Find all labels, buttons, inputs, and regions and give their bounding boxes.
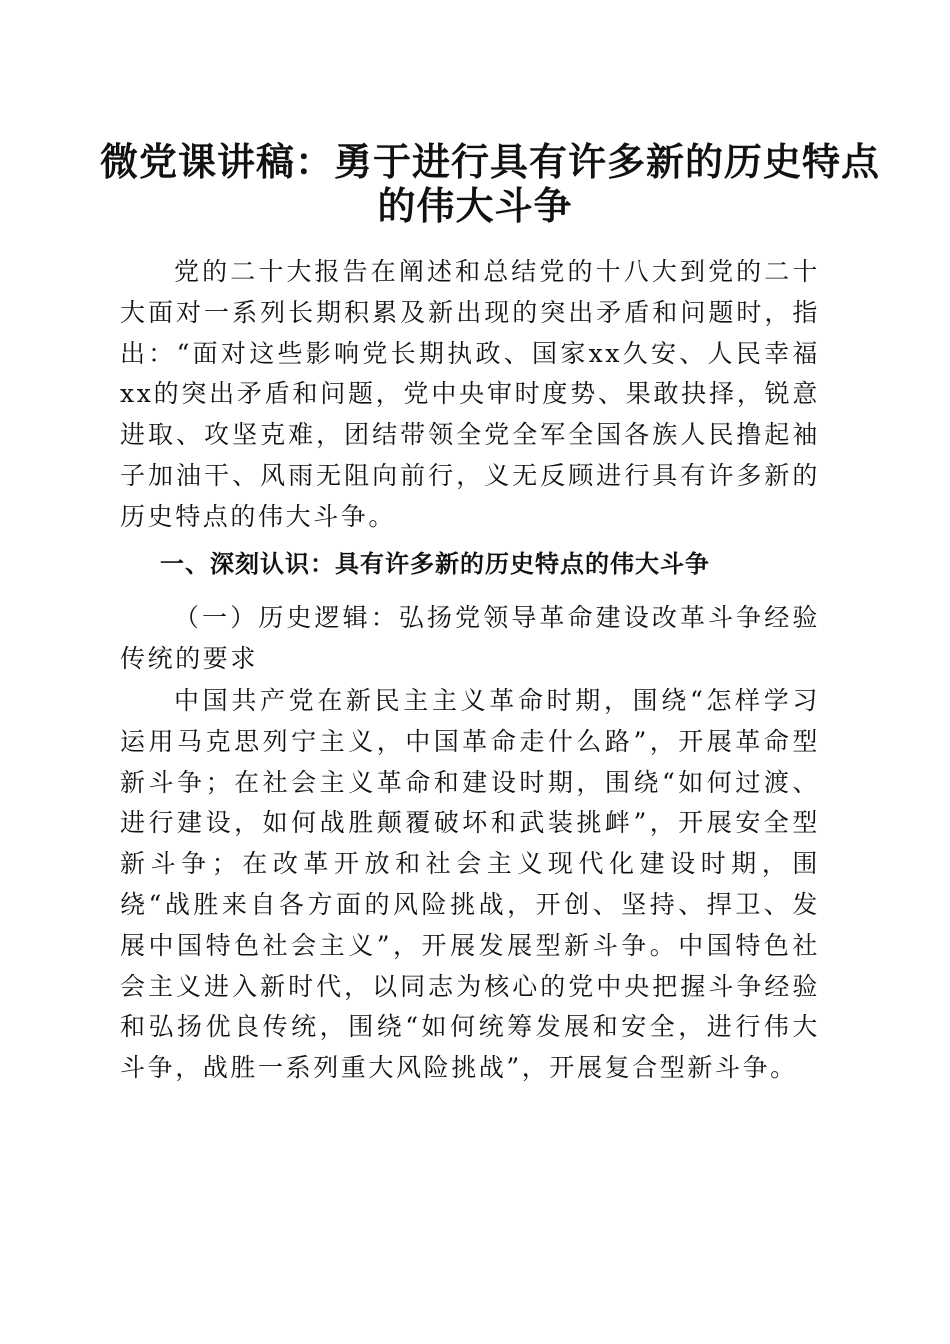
document-title-line-1: 微党课讲稿：勇于进行具有许多新的历史特点 <box>100 139 881 184</box>
intro-paragraph: 党的二十大报告在阐述和总结党的十八大到党的二十大面对一系列长期积累及新出现的突出矛盾和问题时，指出：“面对这些影响党长期执政、国家xx久安、人民幸福xx的突出矛盾和问题，党中央审时度势、果敢抉择，锐意进取、攻坚克难，团结带领全党全军全国各族人民撸起袖子加油干、风雨无阻向前行，义无反顾进行具有许多新的历史特点的伟大斗争。 <box>120 257 820 531</box>
subsection-heading-1: （一）历史逻辑：弘扬党领导革命建设改革斗争经验传统的要求 <box>120 603 820 673</box>
document-title-line-2: 的伟大斗争 <box>377 183 573 228</box>
section-heading-1: 一、深刻认识：具有许多新的历史特点的伟大斗争 <box>160 550 710 578</box>
body-paragraph-2: 中国共产党在新民主主义革命时期，围绕“怎样学习运用马克思列宁主义，中国革命走什么路”，开展革命型新斗争；在社会主义革命和建设时期，围绕“如何过渡、进行建设，如何战胜颠覆破坏和武装挑衅”，开展安全型新斗争；在改革开放和社会主义现代化建设时期，围绕“战胜来自各方面的风险挑战，开创、坚持、捍卫、发展中国特色社会主义”，开展发展型新斗争。中国特色社会主义进入新时代，以同志为核心的党中央把握斗争经验和弘扬优良传统，围绕“如何统筹发展和安全，进行伟大斗争，战胜一系列重大风险挑战”，开展复合型新斗争。 <box>120 686 820 1083</box>
